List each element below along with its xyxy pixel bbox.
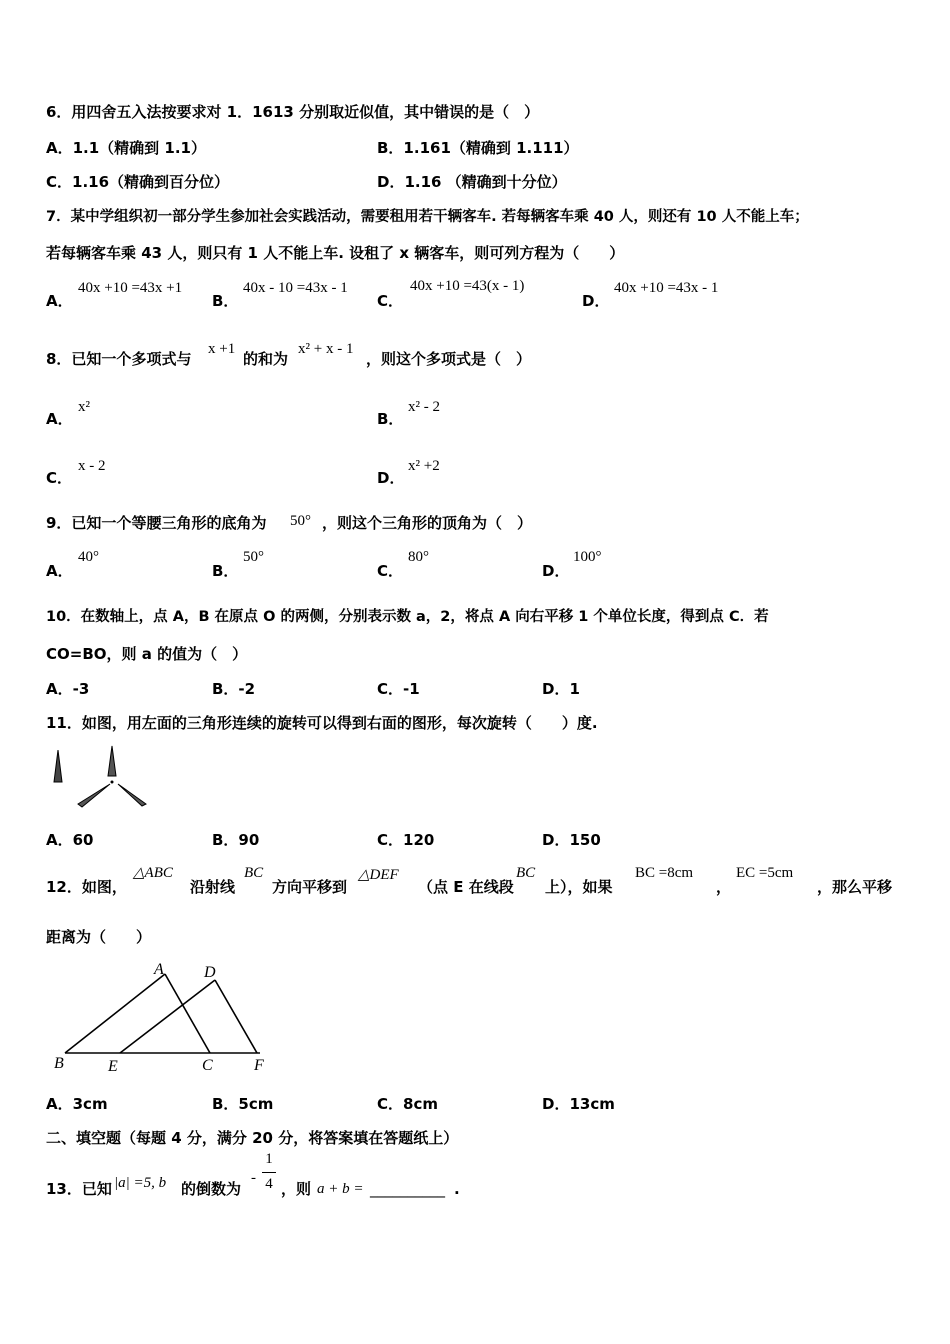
- q11-single-triangle: [54, 750, 62, 782]
- q7-option-c-label: C．: [377, 292, 404, 310]
- q9-stem-math: 50°: [290, 513, 311, 529]
- q12-stem-part2: 沿射线: [190, 878, 236, 896]
- q11-rotation-figure: [46, 742, 156, 810]
- q9-option-c-label: C．: [377, 562, 404, 580]
- q7-option-c-math: 40x +10 =43(x - 1): [410, 278, 525, 294]
- q8-option-d-math: x² +2: [408, 458, 440, 474]
- q7-stem-line1: 7．某中学组织初一部分学生参加社会实践活动，需要租用若干辆客车. 若每辆客车乘 40 人，则还有 10 人不能上车；: [46, 209, 809, 225]
- q12-label-f: F: [254, 1057, 264, 1074]
- q8-option-a-math: x²: [78, 399, 90, 415]
- q6-option-a: A．1.1（精确到 1.1）: [46, 139, 206, 157]
- q12-option-c: C．8cm: [377, 1095, 438, 1113]
- q7-option-d-math: 40x +10 =43x - 1: [614, 280, 719, 296]
- q11-option-a: A．60: [46, 831, 94, 849]
- q12-segment-ed: [120, 980, 215, 1053]
- q9-option-d-label: D．: [542, 562, 570, 580]
- q12-stem-part6: ，: [716, 878, 732, 896]
- q10-stem-line2: CO=BO，则 a 的值为（ ）: [46, 645, 248, 663]
- q8-option-b-label: B．: [377, 410, 404, 428]
- q12-option-b: B．5cm: [212, 1095, 274, 1113]
- q10-option-a: A．-3: [46, 680, 90, 698]
- q11-stem: 11．如图，用左面的三角形连续的旋转可以得到右面的图形，每次旋转（ ）度.: [46, 714, 598, 732]
- q8-option-c-label: C．: [46, 469, 73, 487]
- q13-stem-part2: 的倒数为: [181, 1180, 242, 1198]
- q8-stem-math2: x² + x - 1: [298, 341, 354, 357]
- q12-stem-math-def: △DEF: [358, 867, 399, 883]
- q9-option-b-label: B．: [212, 562, 239, 580]
- q13-fraction-sign: -: [251, 1170, 256, 1186]
- q11-option-d: D．150: [542, 831, 601, 849]
- q13-stem-math-sum: a + b =: [317, 1181, 364, 1197]
- q7-option-a-label: A．: [46, 292, 73, 310]
- q12-stem-part1: 12．如图，: [46, 878, 127, 896]
- q8-option-b-math: x² - 2: [408, 399, 440, 415]
- q10-stem-line1: 10．在数轴上，点 A，B 在原点 O 的两侧，分别表示数 a，2，将点 A 向右平移 1 个单位长度，得到点 C．若: [46, 609, 769, 625]
- q13-end-period: .: [454, 1180, 460, 1198]
- q7-option-d-label: D．: [582, 292, 610, 310]
- q12-stem-math-bc1: BC: [244, 865, 264, 881]
- q9-option-b-math: 50°: [243, 549, 264, 565]
- q13-stem-part1: 13．已知: [46, 1180, 112, 1198]
- q6-option-c: C．1.16（精确到百分位）: [46, 173, 230, 191]
- q9-stem-part1: 9．已知一个等腰三角形的底角为: [46, 514, 267, 532]
- q12-label-a: A: [154, 961, 164, 978]
- q7-option-b-math: 40x - 10 =43x - 1: [243, 280, 348, 296]
- q12-stem-math-bc2: BC: [516, 865, 536, 881]
- q12-stem-math-ec-length: EC =5cm: [736, 865, 794, 881]
- q8-option-c-math: x - 2: [78, 458, 106, 474]
- q12-option-a: A．3cm: [46, 1095, 108, 1113]
- q12-segment-df: [215, 980, 257, 1053]
- q12-stem-part3: 方向平移到: [272, 878, 348, 896]
- q9-option-a-label: A．: [46, 562, 73, 580]
- q12-label-b: B: [54, 1055, 64, 1072]
- q8-stem-part2: 的和为: [243, 350, 289, 368]
- q11-option-c: C．120: [377, 831, 435, 849]
- q6-option-d: D．1.16 （精确到十分位）: [377, 173, 567, 191]
- q12-stem-part4: （点 E 在线段: [418, 878, 514, 896]
- q9-option-d-math: 100°: [573, 549, 602, 565]
- q7-option-a-math: 40x +10 =43x +1: [78, 280, 183, 296]
- q10-option-b: B．-2: [212, 680, 256, 698]
- q8-stem-math1: x +1: [208, 341, 236, 357]
- q11-option-b: B．90: [212, 831, 260, 849]
- q8-option-a-label: A．: [46, 410, 73, 428]
- q7-stem-line2: 若每辆客车乘 43 人，则只有 1 人不能上车. 设租了 x 辆客车，则可列方程为（ ）: [46, 244, 625, 262]
- q6-option-b: B．1.161（精确到 1.111）: [377, 139, 579, 157]
- q12-segment-ab: [65, 974, 165, 1053]
- q12-label-d: D: [204, 964, 216, 981]
- q7-option-b-label: B．: [212, 292, 239, 310]
- q13-answer-blank[interactable]: __________: [370, 1180, 445, 1198]
- q13-fraction-denominator: 4: [265, 1176, 273, 1192]
- q12-stem-part7: ，那么平移: [817, 878, 893, 896]
- q9-stem-part2: ，则这个三角形的顶角为（ ）: [322, 514, 533, 532]
- q12-option-d: D．13cm: [542, 1095, 615, 1113]
- q9-option-a-math: 40°: [78, 549, 99, 565]
- q11-rotated-triangles: [78, 746, 146, 807]
- q13-stem-math-abs: |a| =5, b: [114, 1175, 167, 1191]
- q6-stem: 6．用四舍五入法按要求对 1．1613 分别取近似值，其中错误的是（ ）: [46, 103, 540, 121]
- q13-fraction-numerator: 1: [265, 1151, 273, 1167]
- q13-fraction-bar: [262, 1172, 276, 1173]
- q12-translation-figure: [50, 960, 280, 1078]
- q8-stem-part1: 8．已知一个多项式与: [46, 350, 192, 368]
- q10-option-d: D．1: [542, 680, 580, 698]
- q12-label-c: C: [202, 1057, 213, 1074]
- q12-stem-line2: 距离为（ ）: [46, 928, 152, 946]
- q8-stem-part3: ，则这个多项式是（ ）: [366, 350, 532, 368]
- q10-option-c: C．-1: [377, 680, 420, 698]
- q12-stem-part5: 上），如果: [545, 878, 613, 896]
- q9-option-c-math: 80°: [408, 549, 429, 565]
- q12-stem-math-bc-length: BC =8cm: [635, 865, 694, 881]
- section2-heading: 二、填空题（每题 4 分，满分 20 分，将答案填在答题纸上）: [46, 1129, 459, 1147]
- q12-stem-math-abc: △ABC: [133, 865, 173, 881]
- q13-stem-part3: ，则: [281, 1180, 312, 1198]
- q12-label-e: E: [108, 1058, 118, 1075]
- q8-option-d-label: D．: [377, 469, 405, 487]
